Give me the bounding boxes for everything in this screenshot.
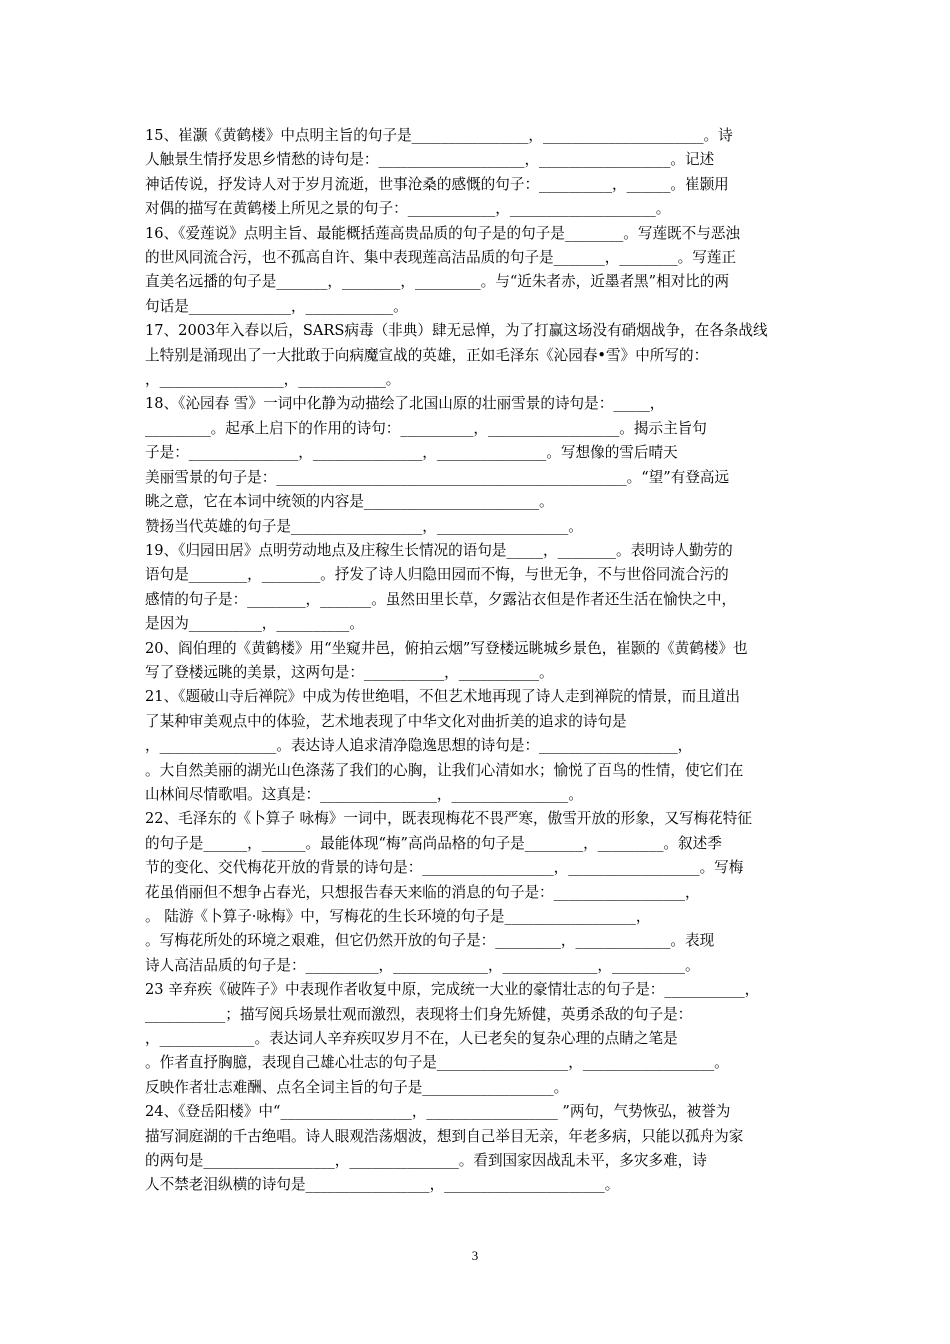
question-line: 人触景生情抒发思乡情愁的诗句是：____________________，__________________。记述 bbox=[145, 151, 715, 169]
question-line: 。写梅花所处的环境之艰难，但它仍然开放的句子是：_________，_____________。表现 bbox=[145, 932, 715, 950]
question-line: 20、阎伯理的《黄鹤楼》用“坐窥井邑，俯拍云烟”写登楼远眺城乡景色，崔颢的《黄鹤楼》也 bbox=[145, 639, 748, 657]
question-17 bbox=[145, 319, 810, 392]
question-20 bbox=[145, 637, 810, 686]
question-line: 美丽雪景的句子是：________________________________________________。“望”有登高远 bbox=[145, 468, 730, 486]
question-line: 赞扬当代英雄的句子是__________________，__________________。 bbox=[145, 517, 583, 535]
question-line: 感情的句子是：________，_______。虽然田里长草，夕露沾衣但是作者还生活在愉快之中， bbox=[145, 590, 737, 608]
question-line: 的世风同流合污，也不孤高自许、集中表现莲高洁品质的句子是_______，________。写莲正 bbox=[145, 249, 737, 267]
question-line: 的两句是__________________，_______________。看到国家因战乱未平，多灾多难，诗 bbox=[145, 1152, 707, 1170]
question-24 bbox=[145, 1100, 810, 1198]
question-line: 描写洞庭湖的千古绝唱。诗人眼观浩荡烟波，想到自己举目无亲，年老多病，只能以孤舟为家 bbox=[145, 1127, 744, 1145]
question-line: 的句子是______，______。最能体现“梅”高尚品格的句子是________，_________。叙述季 bbox=[145, 834, 722, 852]
question-line: 。大自然美丽的湖光山色涤荡了我们的心胸，让我们心清如水；愉悦了百鸟的性情，使它们在 bbox=[145, 761, 744, 779]
question-line: 眺之意，它在本词中统领的内容是________________________。 bbox=[145, 493, 554, 511]
question-line: ___________；描写阅兵场景壮观而激烈，表现将士们身先矫健，英勇杀敌的句子是： bbox=[145, 1005, 693, 1023]
question-line: 花虽俏丽但不想争占春光，只想报告春天来临的消息的句子是：__________________， bbox=[145, 883, 700, 901]
question-line: 24、《登岳阳楼》中“__________________，__________________ ”两句，气势恢弘，被誉为 bbox=[145, 1103, 731, 1121]
question-22 bbox=[145, 807, 810, 978]
question-line: 21、《题破山寺后禅院》中成为传世绝唱，不但艺术地再现了诗人走到禅院的情景，而且道出 bbox=[145, 688, 741, 706]
question-line: 句话是______________，____________。 bbox=[145, 297, 408, 315]
question-line: 23 辛弃疾《破阵子》中表现作者收复中原，完成统一大业的豪情壮志的句子是：___________， bbox=[145, 981, 760, 999]
question-line: 神话传说，抒发诗人对于岁月流逝，世事沧桑的感慨的句子：__________，______。崔颢用 bbox=[145, 175, 729, 193]
question-line: 直美名远播的句子是_______，________，_________。与“近朱者赤，近墨者黑”相对比的两 bbox=[145, 273, 730, 291]
question-line: 节的变化、交代梅花开放的背景的诗句是：__________________，__________________。写梅 bbox=[145, 859, 744, 877]
document-body bbox=[145, 124, 810, 1198]
question-line: 上特别是涌现出了一大批敢于向病魔宣战的英雄，正如毛泽东《沁园春•雪》中所写的： bbox=[145, 346, 709, 364]
question-line: 了某种审美观点中的体验，艺术地表现了中华文化对曲折美的追求的诗句是 bbox=[145, 712, 627, 730]
question-line: 诗人高洁品质的句子是：__________，_____________，_____________，__________。 bbox=[145, 956, 700, 974]
question-line: 。 陆游《卜算子·咏梅》中，写梅花的生长环境的句子是__________________， bbox=[145, 908, 651, 925]
question-18 bbox=[145, 392, 810, 538]
question-line: 16、《爱莲说》点明主旨、最能概括莲高贵品质的句子是的句子是________。写莲既不与恶浊 bbox=[145, 224, 741, 242]
question-line: ，________________。表达诗人追求清净隐逸思想的诗句是：___________________， bbox=[145, 737, 693, 755]
question-16 bbox=[145, 222, 810, 320]
question-line: ，_____________。表达词人辛弃疾叹岁月不在，人已老矣的复杂心理的点睛之笔是 bbox=[145, 1030, 678, 1048]
question-23 bbox=[145, 978, 810, 1100]
question-line: 17、2003年入春以后，SARS病毒（非典）肆无忌惮，为了打赢这场没有硝烟战争，在各条战线 bbox=[145, 322, 768, 340]
question-15 bbox=[145, 124, 810, 222]
question-line: 子是：_______________，_______________，_______________。写想像的雪后晴天 bbox=[145, 444, 678, 462]
question-line: 18、《沁园春 雪》一词中化静为动描绘了北国山原的壮丽雪景的诗句是：_____， bbox=[145, 395, 665, 413]
question-line: 语句是________，________。抒发了诗人归隐田园而不悔，与世无争，不与世俗同流合污的 bbox=[145, 566, 729, 584]
question-19 bbox=[145, 539, 810, 637]
question-line: 。作者直抒胸臆，表现自己雄心壮志的句子是__________________，__________________。 bbox=[145, 1054, 729, 1072]
question-line: ，_________________，____________。 bbox=[145, 371, 401, 389]
question-line: 人不禁老泪纵横的诗句是_________________，______________________。 bbox=[145, 1176, 620, 1194]
question-line: 对偶的描写在黄鹤楼上所见之景的句子：____________，____________________。 bbox=[145, 200, 671, 218]
page-number: 3 bbox=[471, 1248, 479, 1263]
question-line: _________。起承上启下的作用的诗句：__________，__________________。揭示主旨句 bbox=[145, 419, 707, 437]
question-line: 反映作者壮志难酬、点名全词主旨的句子是__________________。 bbox=[145, 1078, 569, 1096]
question-line: 15、崔灏《黄鹤楼》中点明主旨的句子是________________，______________________。诗 bbox=[145, 127, 733, 144]
question-line: 19、《归园田居》点明劳动地点及庄稼生长情况的语句是_____，________。表明诗人勤劳的 bbox=[145, 541, 733, 559]
question-21 bbox=[145, 685, 810, 807]
question-line: 22、毛泽东的《卜算子 咏梅》一词中，既表现梅花不畏严寒，傲雪开放的形象，又写梅花特征 bbox=[145, 810, 752, 828]
question-line: 山林间尽情歌唱。这真是：________________，________________。 bbox=[145, 785, 583, 803]
question-line: 是因为__________，__________。 bbox=[145, 615, 364, 633]
question-line: 写了登楼远眺的美景，这两句是：___________，___________。 bbox=[145, 663, 554, 681]
